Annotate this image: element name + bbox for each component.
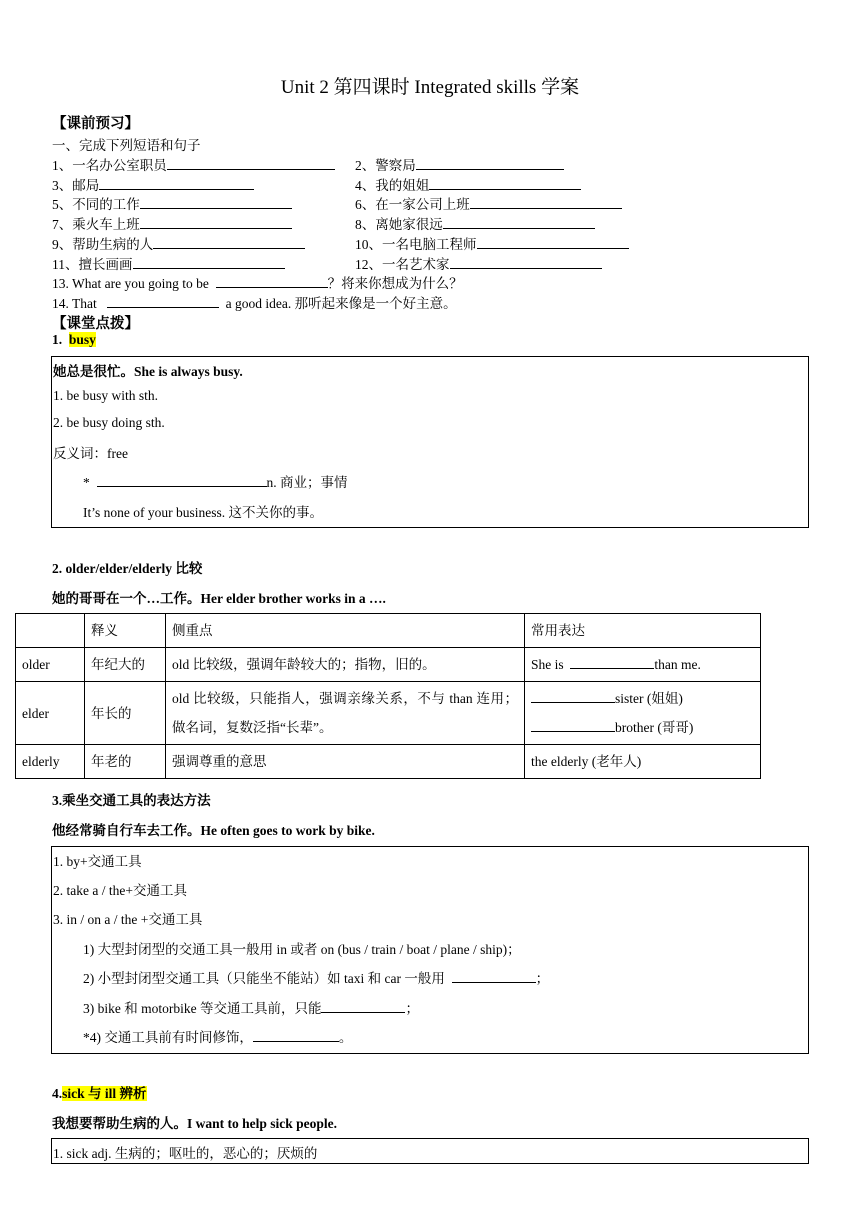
- table-header: 侧重点: [166, 614, 525, 648]
- table-cell: the elderly (老年人): [525, 745, 761, 779]
- phrase-item-4: 4、我的姐姐: [355, 174, 581, 194]
- transport-line-3: 3. in / on a / the +交通工具: [53, 912, 203, 927]
- section-2-heading: 2. older/elder/elderly 比较: [52, 561, 203, 576]
- table-cell: old 比较级，只能指人，强调亲缘关系，不与 than 连用；做名词，复数泛指“长辈”。: [166, 682, 525, 745]
- transport-sub-1: 1) 大型封闭型的交通工具一般用 in 或者 on (bus / train / boat / plane / ship)；: [83, 942, 521, 957]
- answer-blank[interactable]: [450, 256, 602, 269]
- transport-sub-3: 3) bike 和 motorbike 等交通工具前，只能 ；: [83, 1001, 419, 1016]
- phrase-item-12: 12、一名艺术家: [355, 253, 602, 273]
- answer-blank[interactable]: [570, 656, 654, 669]
- class-heading: 【课堂点拨】: [52, 316, 139, 332]
- answer-blank[interactable]: [216, 275, 328, 288]
- answer-blank[interactable]: [167, 157, 335, 170]
- transport-line-2: 2. take a / the+交通工具: [53, 883, 187, 898]
- answer-blank[interactable]: [97, 474, 267, 487]
- table-cell: older: [16, 648, 85, 682]
- section-4-example: 我想要帮助生病的人。I want to help sick people.: [52, 1116, 338, 1131]
- busy-star-line: * n. 商业；事情: [83, 475, 348, 490]
- page-title: Unit 2 第四课时 Integrated skills 学案: [280, 77, 580, 98]
- phrase-item-8: 8、离她家很远: [355, 213, 595, 233]
- phrase-item-3: 3、邮局: [52, 174, 254, 194]
- table-cell: 年老的: [85, 745, 166, 779]
- table-cell: elderly: [16, 745, 85, 779]
- sick-line-1: 1. sick adj. 生病的；呕吐的，恶心的；厌烦的: [53, 1146, 318, 1161]
- phrase-item-6: 6、在一家公司上班: [355, 193, 622, 213]
- answer-blank[interactable]: [416, 157, 564, 170]
- table-cell: old 比较级，强调年龄较大的；指物，旧的。: [166, 648, 525, 682]
- transport-line-1: 1. by+交通工具: [53, 854, 142, 869]
- table-row: [16, 682, 761, 745]
- question-14: 14. That a good idea. 那听起来像是一个好主意。: [52, 296, 457, 311]
- transport-sub-2: 2) 小型封闭型交通工具（只能坐不能站）如 taxi 和 car 一般用 ；: [83, 971, 550, 986]
- table-cell: She is than me.: [525, 648, 761, 682]
- busy-note: It’s none of your business. 这不关你的事。: [83, 505, 323, 520]
- phrase-item-9: 9、帮助生病的人: [52, 233, 305, 253]
- table-cell: sister (姐姐) brother (哥哥): [525, 682, 761, 745]
- transport-sub-4: *4) 交通工具前有时间修饰， 。: [83, 1030, 353, 1045]
- table-header: 常用表达: [525, 614, 761, 648]
- answer-blank[interactable]: [99, 177, 254, 190]
- phrase-item-11: 11、擅长画画: [52, 253, 285, 273]
- answer-blank[interactable]: [253, 1029, 339, 1042]
- answer-blank[interactable]: [153, 236, 305, 249]
- answer-blank[interactable]: [140, 196, 292, 209]
- table-header: 释义: [85, 614, 166, 648]
- question-13: 13. What are you going to be ？将来你想成为什么？: [52, 276, 463, 291]
- answer-blank[interactable]: [470, 196, 622, 209]
- section-3-heading: 3.乘坐交通工具的表达方法: [52, 793, 211, 808]
- table-cell: 年纪大的: [85, 648, 166, 682]
- phrase-item-1: 1、一名办公室职员: [52, 154, 335, 174]
- answer-blank[interactable]: [133, 256, 285, 269]
- busy-line-1: 1. be busy with sth.: [53, 388, 159, 403]
- phrase-item-5: 5、不同的工作: [52, 193, 292, 213]
- answer-blank[interactable]: [477, 236, 629, 249]
- phrase-item-7: 7、乘火车上班: [52, 213, 292, 233]
- answer-blank[interactable]: [140, 216, 292, 229]
- section-3-example: 他经常骑自行车去工作。He often goes to work by bike.: [52, 823, 375, 838]
- phrase-item-10: 10、一名电脑工程师: [355, 233, 629, 253]
- table-row: [16, 648, 761, 682]
- table-cell: elder: [16, 682, 85, 745]
- table-cell: 年长的: [85, 682, 166, 745]
- busy-example: 她总是很忙。She is always busy.: [53, 364, 243, 379]
- answer-blank[interactable]: [531, 690, 615, 703]
- section-4-heading: 4.sick 与 ill 辨析: [52, 1086, 147, 1101]
- phrase-item-2: 2、警察局: [355, 154, 564, 174]
- answer-blank[interactable]: [321, 1000, 405, 1013]
- busy-line-2: 2. be busy doing sth.: [53, 415, 165, 430]
- table-header: [16, 614, 85, 648]
- table-row: [16, 745, 761, 779]
- section-2-example: 她的哥哥在一个…工作。Her elder brother works in a ….: [52, 591, 386, 606]
- highlighted-word: sick 与 ill 辨析: [62, 1086, 147, 1101]
- preview-instruction: 一、完成下列短语和句子: [52, 138, 201, 153]
- answer-blank[interactable]: [452, 970, 536, 983]
- preview-heading: 【课前预习】: [52, 116, 139, 132]
- section-1-heading: 1. busy: [52, 332, 96, 347]
- answer-blank[interactable]: [443, 216, 595, 229]
- comparison-table: [15, 613, 761, 779]
- table-cell: 强调尊重的意思: [166, 745, 525, 779]
- highlighted-word: busy: [68, 332, 96, 347]
- answer-blank[interactable]: [429, 177, 581, 190]
- answer-blank[interactable]: [531, 719, 615, 732]
- answer-blank[interactable]: [107, 295, 219, 308]
- busy-line-3: 反义词：free: [53, 446, 128, 461]
